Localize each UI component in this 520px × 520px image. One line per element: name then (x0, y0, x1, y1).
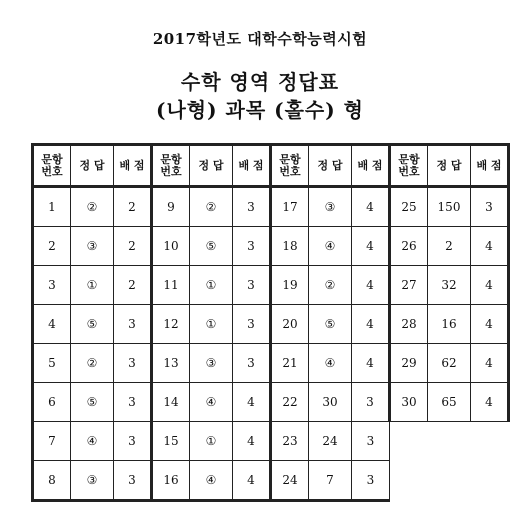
score-cell: 4 (352, 266, 390, 305)
question-number-cell: 1 (33, 187, 71, 227)
question-number-cell: 5 (33, 344, 71, 383)
question-number-cell: 14 (152, 383, 190, 422)
score-cell: 3 (233, 266, 271, 305)
score-cell: 3 (233, 305, 271, 344)
question-number-cell: 7 (33, 422, 71, 461)
score-cell: 2 (114, 227, 152, 266)
header-number-1: 문항 번호 (33, 145, 71, 187)
table-row (33, 344, 509, 383)
answer-cell: 150 (428, 187, 471, 227)
score-cell: 4 (471, 227, 509, 266)
answer-cell: ② (71, 344, 114, 383)
answer-cell: ③ (309, 187, 352, 227)
question-number-cell: 22 (271, 383, 309, 422)
question-number-cell: 9 (152, 187, 190, 227)
answer-cell: ⑤ (71, 305, 114, 344)
answer-cell: 32 (428, 266, 471, 305)
header-score-2: 배 점 (233, 145, 271, 187)
empty-cell (390, 461, 428, 501)
question-number-cell: 23 (271, 422, 309, 461)
score-cell: 4 (471, 383, 509, 422)
answer-cell: 62 (428, 344, 471, 383)
question-number-cell: 8 (33, 461, 71, 501)
answer-cell: ⑤ (71, 383, 114, 422)
score-cell: 4 (471, 344, 509, 383)
answer-cell: 2 (428, 227, 471, 266)
answer-cell: ① (190, 422, 233, 461)
answer-cell: ② (309, 266, 352, 305)
score-cell: 3 (233, 227, 271, 266)
header-number-2: 문항 번호 (152, 145, 190, 187)
document-title: 수학 영역 정답표 (180, 70, 340, 94)
question-number-cell: 3 (33, 266, 71, 305)
answer-cell: ② (190, 187, 233, 227)
empty-cell (471, 461, 509, 501)
answer-cell: ④ (71, 422, 114, 461)
table-row (33, 383, 509, 422)
answer-cell: 30 (309, 383, 352, 422)
score-cell: 2 (114, 266, 152, 305)
question-number-cell: 15 (152, 422, 190, 461)
question-number-cell: 16 (152, 461, 190, 501)
answer-cell: ③ (71, 227, 114, 266)
document-subtitle: (나형) 과목 (홀수) 형 (156, 98, 364, 122)
header-answer-4: 정 답 (428, 145, 471, 187)
question-number-cell: 2 (33, 227, 71, 266)
question-number-cell: 26 (390, 227, 428, 266)
answer-cell: ① (71, 266, 114, 305)
question-number-cell: 10 (152, 227, 190, 266)
answer-cell: ④ (309, 227, 352, 266)
answer-cell: 24 (309, 422, 352, 461)
answer-cell: ① (190, 305, 233, 344)
score-cell: 3 (352, 422, 390, 461)
table-row (33, 461, 509, 501)
score-cell: 3 (114, 383, 152, 422)
score-cell: 2 (114, 187, 152, 227)
header-answer-3: 정 답 (309, 145, 352, 187)
question-number-cell: 6 (33, 383, 71, 422)
question-number-cell: 28 (390, 305, 428, 344)
question-number-cell: 27 (390, 266, 428, 305)
table-row (33, 227, 509, 266)
score-cell: 3 (114, 422, 152, 461)
answer-cell: ⑤ (190, 227, 233, 266)
question-number-cell: 25 (390, 187, 428, 227)
answer-cell: 7 (309, 461, 352, 501)
answer-cell: ① (190, 266, 233, 305)
answer-cell: ④ (190, 461, 233, 501)
answer-cell: ② (71, 187, 114, 227)
question-number-cell: 29 (390, 344, 428, 383)
score-cell: 4 (471, 266, 509, 305)
answer-cell: ③ (190, 344, 233, 383)
score-cell: 3 (233, 344, 271, 383)
table-row (33, 422, 509, 461)
empty-cell (471, 422, 509, 461)
question-number-cell: 4 (33, 305, 71, 344)
answer-cell: ④ (309, 344, 352, 383)
question-number-cell: 21 (271, 344, 309, 383)
header-number-3: 문항 번호 (271, 145, 309, 187)
question-number-cell: 13 (152, 344, 190, 383)
answer-cell: 16 (428, 305, 471, 344)
score-cell: 4 (233, 383, 271, 422)
question-number-cell: 30 (390, 383, 428, 422)
question-number-cell: 24 (271, 461, 309, 501)
score-cell: 4 (233, 422, 271, 461)
question-number-cell: 17 (271, 187, 309, 227)
answer-cell: ③ (71, 461, 114, 501)
empty-cell (390, 422, 428, 461)
answer-cell: ⑤ (309, 305, 352, 344)
score-cell: 3 (114, 344, 152, 383)
header-answer-1: 정 답 (71, 145, 114, 187)
header-number-4: 문항 번호 (390, 145, 428, 187)
score-cell: 3 (114, 305, 152, 344)
score-cell: 3 (471, 187, 509, 227)
answer-cell: 65 (428, 383, 471, 422)
score-cell: 3 (233, 187, 271, 227)
question-number-cell: 18 (271, 227, 309, 266)
score-cell: 4 (352, 344, 390, 383)
question-number-cell: 12 (152, 305, 190, 344)
header-answer-2: 정 답 (190, 145, 233, 187)
score-cell: 4 (352, 305, 390, 344)
score-cell: 3 (352, 461, 390, 501)
header-score-4: 배 점 (471, 145, 509, 187)
answer-cell: ④ (190, 383, 233, 422)
score-cell: 4 (352, 187, 390, 227)
question-number-cell: 20 (271, 305, 309, 344)
header-score-3: 배 점 (352, 145, 390, 187)
score-cell: 4 (233, 461, 271, 501)
table-row (33, 305, 509, 344)
question-number-cell: 11 (152, 266, 190, 305)
score-cell: 4 (471, 305, 509, 344)
empty-cell (428, 422, 471, 461)
table-header-row (33, 145, 509, 187)
question-number-cell: 19 (271, 266, 309, 305)
table-row (33, 187, 509, 227)
answer-key-table (31, 143, 510, 502)
empty-cell (428, 461, 471, 501)
document-header: 2017학년도 대학수학능력시험 (152, 30, 368, 48)
header-score-1: 배 점 (114, 145, 152, 187)
score-cell: 4 (352, 227, 390, 266)
table-row (33, 266, 509, 305)
score-cell: 3 (114, 461, 152, 501)
score-cell: 3 (352, 383, 390, 422)
